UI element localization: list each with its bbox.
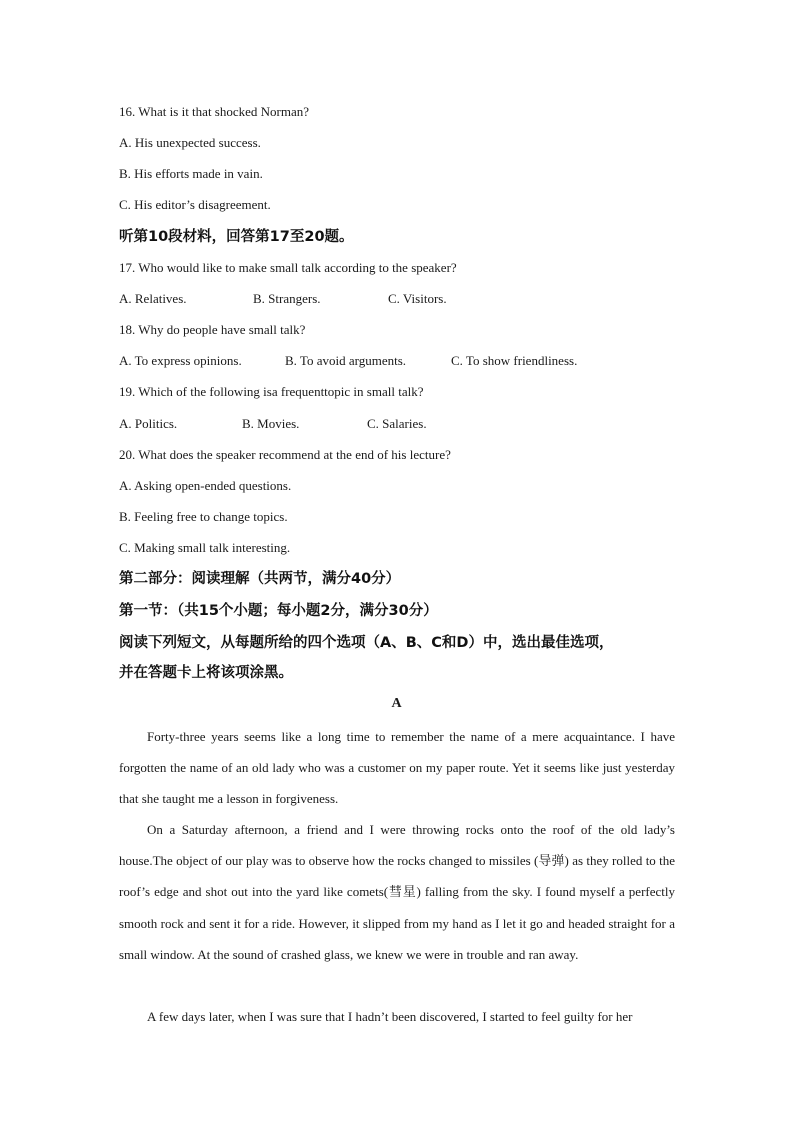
q20-option-c: C. Making small talk interesting. [119,540,291,555]
question-17: 17. Who would like to make small talk according to the speaker? [119,260,457,275]
paragraph-text: A few days later, when I was sure that I hadn’t been discovered, I started to feel guilty for her [147,1009,633,1024]
passage-paragraph [119,814,675,970]
part-2-header: 第二部分：阅读理解（共两节，满分40分） [119,571,401,587]
instruction-line-2: 并在答题卡上将该项涂黑。 [119,665,293,681]
q16-option-c: C. His editor’s disagreement. [119,197,271,212]
passage-paragraph [119,1001,675,1032]
question-16: 16. What is it that shocked Norman? [119,104,310,119]
passage-paragraph [119,721,675,815]
q18-option-a: A. To express opinions. [119,353,242,368]
q17-option-b: B. Strangers. [253,291,321,306]
q19-option-c: C. Salaries. [367,416,427,431]
q20-option-a: A. Asking open-ended questions. [119,478,292,493]
question-20: 20. What does the speaker recommend at the end of his lecture? [119,447,451,462]
q17-option-c: C. Visitors. [388,291,447,306]
section-10-header: 听第10段材料，回答第17至20题。 [119,229,354,245]
q16-option-b: B. His efforts made in vain. [119,166,263,181]
passage-label: A [391,696,402,711]
paragraph-text: On a Saturday afternoon, a friend and I were throwing rocks onto the roof of the old lady’s house.The object of our play was to observe how the rocks changed to missiles (导弹) as they rolled to the roof’s edge and shot out into the yard like comets(彗星) falling from the sky. I found myself a perfectly smooth rock and sent it for a ride. However, it slipped from my hand as I let it go and headed straight for a small window. At the sound of crashed glass, we knew we were in trouble and ran away. [119,822,675,962]
q19-option-b: B. Movies. [242,416,300,431]
q20-option-b: B. Feeling free to change topics. [119,509,288,524]
q18-option-b: B. To avoid arguments. [285,353,407,368]
q17-option-a: A. Relatives. [119,291,187,306]
question-19: 19. Which of the following isa frequenttopic in small talk? [119,384,424,399]
q19-option-a: A. Politics. [119,416,178,431]
instruction-line-1: 阅读下列短文，从每题所给的四个选项（A、B、C和D）中，选出最佳选项， [119,635,614,651]
paragraph-text: Forty-three years seems like a long time to remember the name of a mere acquaintance. I have forgotten the name of an old lady who was a customer on my paper route. Yet it seems like just yesterday that she taught me a lesson in forgiveness. [119,729,675,807]
q18-option-c: C. To show friendliness. [451,353,578,368]
q16-option-a: A. His unexpected success. [119,135,261,150]
question-18: 18. Why do people have small talk? [119,322,306,337]
section-1-header: 第一节：（共15个小题；每小题2分，满分30分） [119,603,438,619]
